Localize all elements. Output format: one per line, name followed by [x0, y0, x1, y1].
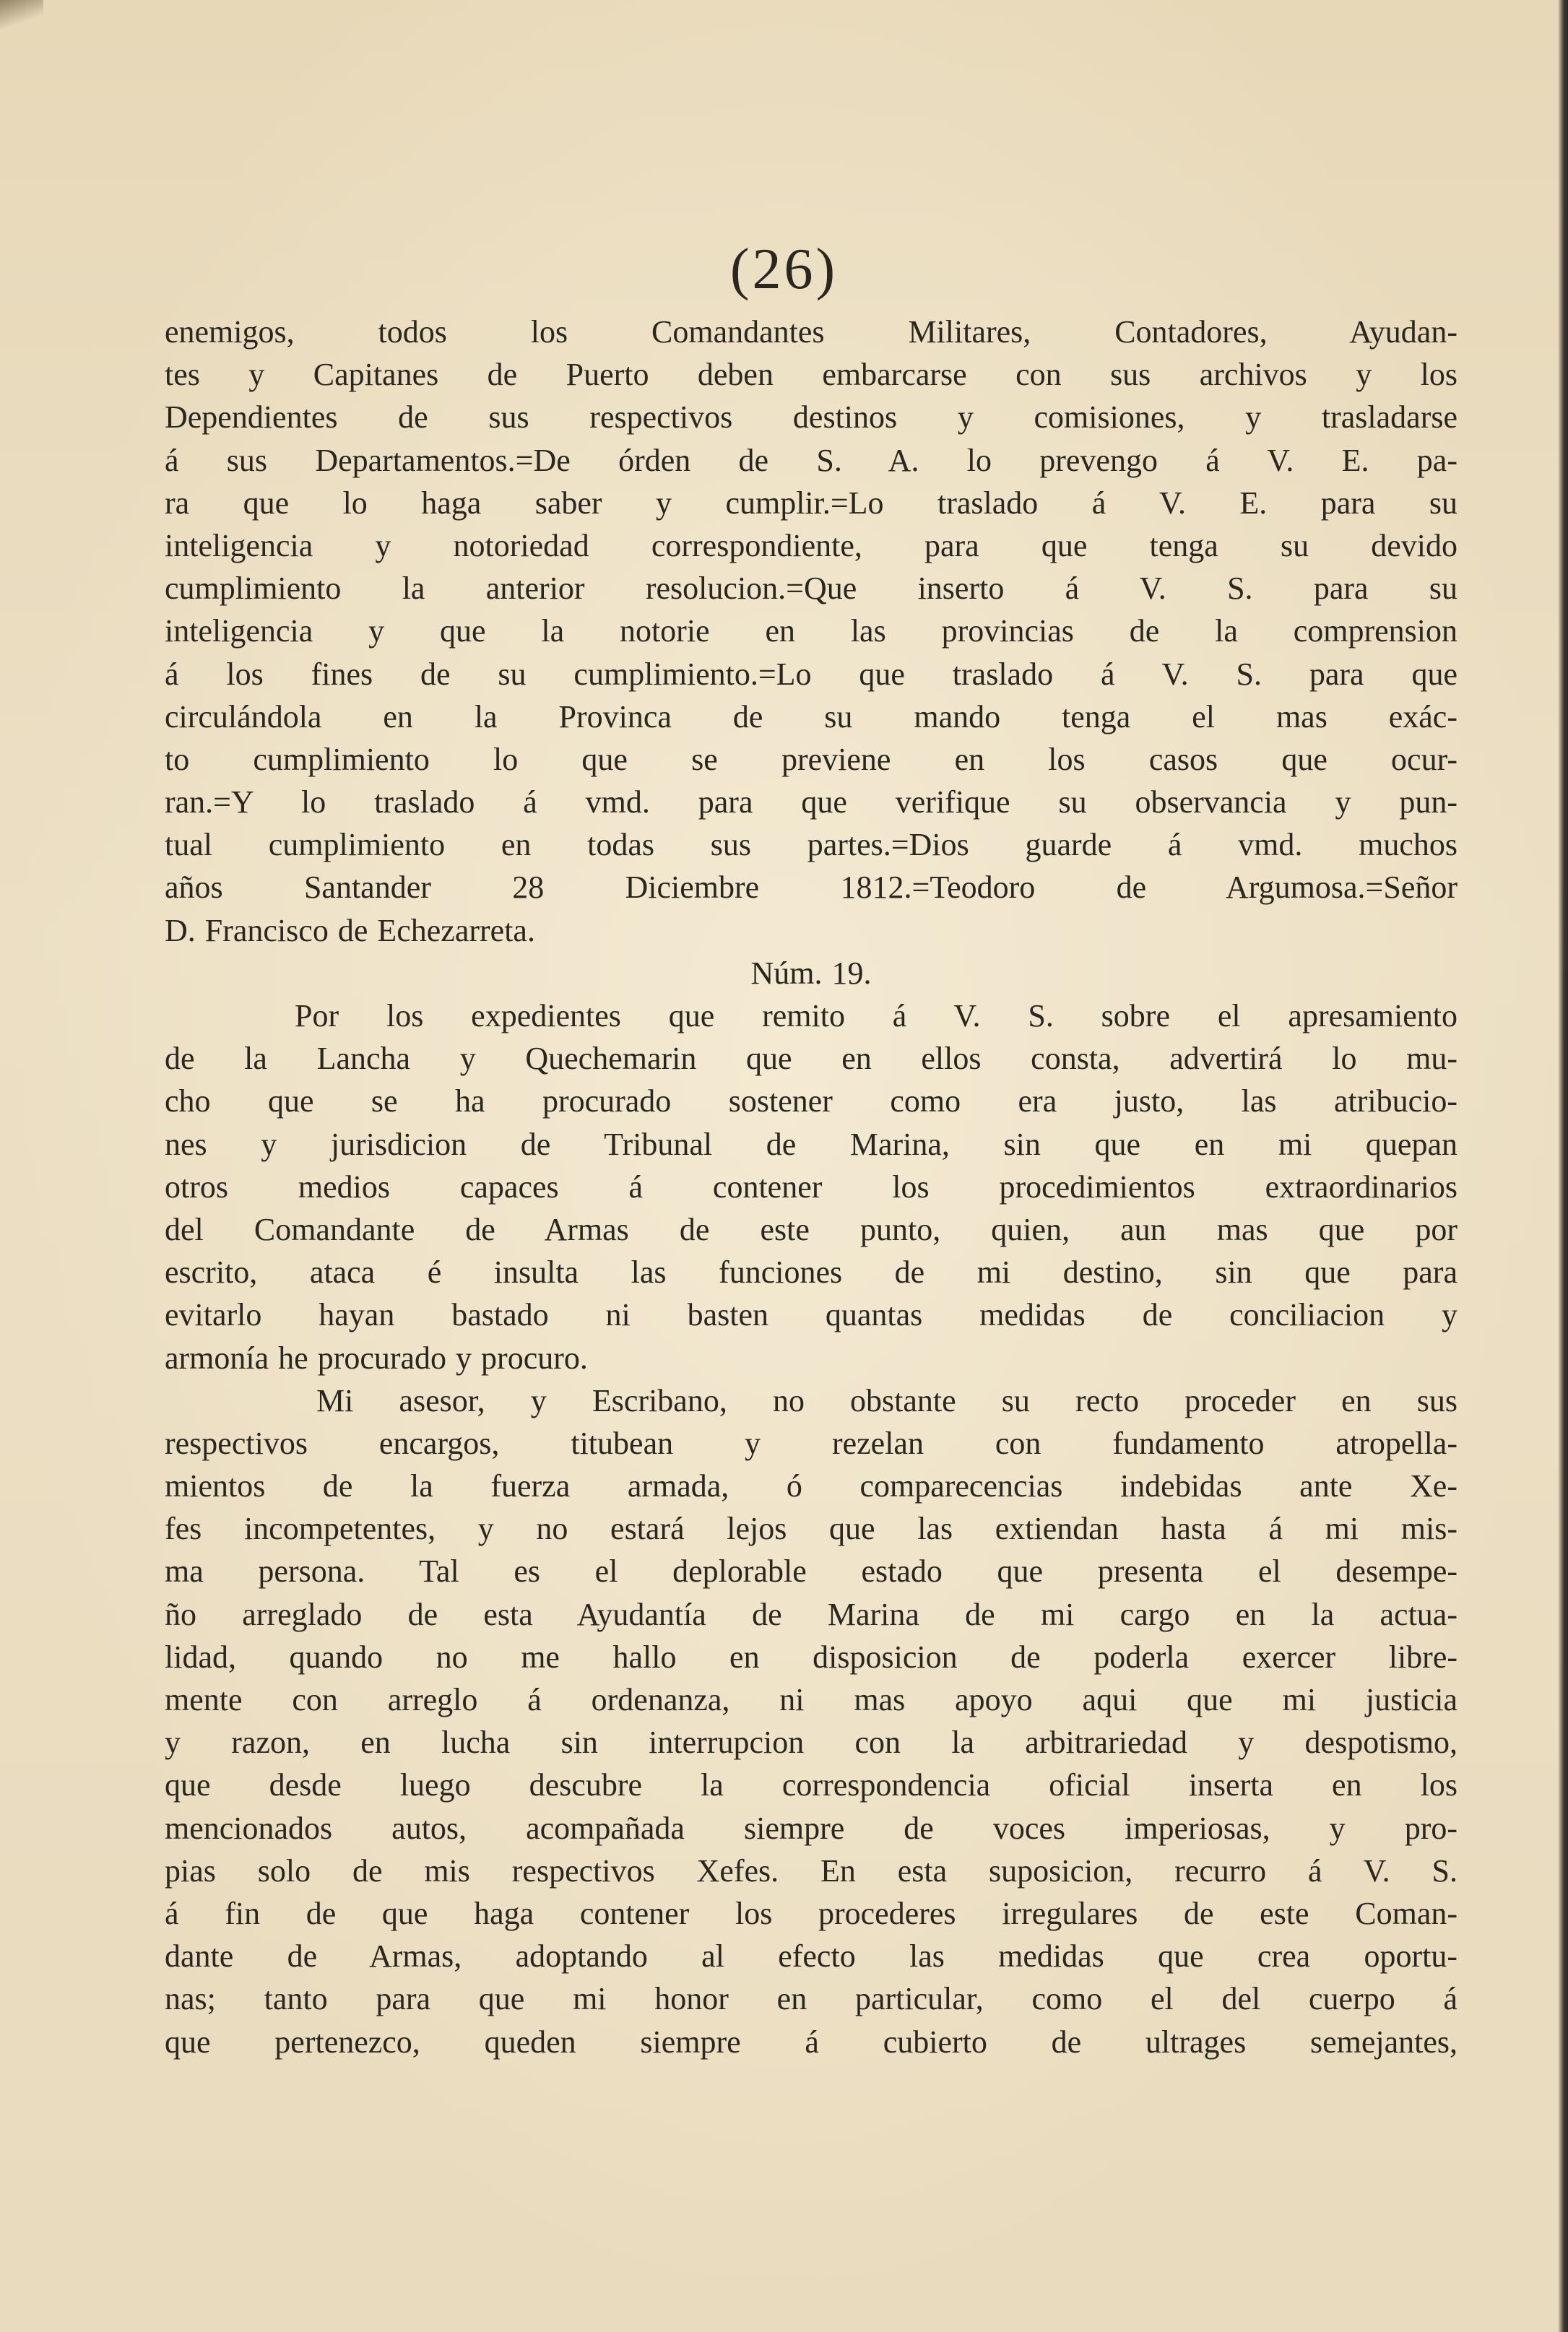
text-line: ño arreglado de esta Ayudantía de Marina de mi cargo en la actua- — [165, 1596, 1457, 1632]
text-line: Por los expedientes que remito á V. S. sobre el apresamiento — [295, 998, 1457, 1033]
text-line: Dependientes de sus respectivos destinos y comisiones, y trasladarse — [165, 399, 1457, 435]
text-line: Mi asesor, y Escribano, no obstante su recto proceder en sus — [316, 1382, 1457, 1418]
page-number: (26) — [729, 238, 839, 301]
text-line: ran.=Y lo traslado á vmd. para que verifique su observancia y pun- — [165, 784, 1457, 820]
text-line: lidad, quando no me hallo en disposicion de poderla exercer libre- — [165, 1639, 1457, 1675]
text-line: tes y Capitanes de Puerto deben embarcarse con sus archivos y los — [165, 357, 1457, 393]
text-line: cumplimiento la anterior resolucion.=Que inserto á V. S. para su — [165, 571, 1457, 607]
text-line: inteligencia y que la notorie en las provincias de la comprension — [165, 613, 1457, 649]
text-line: to cumplimiento lo que se previene en los casos que ocur- — [165, 741, 1457, 777]
text-line: mencionados autos, acompañada siempre de voces imperiosas, y pro- — [165, 1810, 1457, 1846]
text-line: enemigos, todos los Comandantes Militares, Contadores, Ayudan- — [165, 314, 1457, 350]
text-line: dante de Armas, adoptando al efecto las medidas que crea oportu- — [165, 1938, 1457, 1975]
text-line: fes incompetentes, y no estará lejos que las extiendan hasta á mi mis- — [165, 1511, 1457, 1547]
section-heading: Núm. 19. — [750, 955, 872, 991]
text-line: mente con arreglo á ordenanza, ni mas apoyo aqui que mi justicia — [165, 1682, 1457, 1717]
text-line: ma persona. Tal es el deplorable estado que presenta el desempe- — [165, 1553, 1457, 1590]
text-line: mientos de la fuerza armada, ó comparecencias indebidas ante Xe- — [165, 1468, 1457, 1504]
text-line: respectivos encargos, titubean y rezelan con fundamento atropella- — [165, 1425, 1457, 1461]
text-line: circulándola en la Provinca de su mando tenga el mas exác- — [165, 698, 1457, 734]
text-line: tual cumplimiento en todas sus partes.=Dios guarde á vmd. muchos — [165, 827, 1457, 863]
text-line: del Comandante de Armas de este punto, quien, aun mas que por — [165, 1211, 1457, 1247]
page-edge-shadow — [1558, 0, 1568, 2332]
text-line: armonía he procurado y procuro. — [165, 1340, 588, 1376]
text-line: otros medios capaces á contener los procedimientos extraordinarios — [165, 1169, 1457, 1205]
text-line: años Santander 28 Diciembre 1812.=Teodoro de Argumosa.=Señor — [165, 870, 1457, 906]
text-line: que desde luego descubre la correspondencia oficial inserta en los — [165, 1767, 1457, 1803]
text-line: D. Francisco de Echezarreta. — [165, 912, 535, 948]
body-text — [165, 311, 1457, 2063]
text-line: evitarlo hayan bastado ni basten quantas medidas de conciliacion y — [165, 1297, 1457, 1333]
text-line: pias solo de mis respectivos Xefes. En esta suposicion, recurro á V. S. — [165, 1852, 1457, 1889]
corner-stain — [0, 0, 43, 29]
text-line: escrito, ataca é insulta las funciones de mi destino, sin que para — [165, 1254, 1457, 1291]
text-line: á fin de que haga contener los procederes irregulares de este Coman- — [165, 1895, 1457, 1931]
text-line: inteligencia y notoriedad correspondiente, para que tenga su devido — [165, 527, 1457, 563]
text-line: nas; tanto para que mi honor en particular, como el del cuerpo á — [165, 1981, 1457, 2017]
text-line: y razon, en lucha sin interrupcion con la arbitrariedad y despotismo, — [165, 1725, 1457, 1761]
text-line: cho que se ha procurado sostener como era justo, las atribucio- — [165, 1083, 1457, 1119]
text-line: que pertenezco, queden siempre á cubierto de ultrages semejantes, — [165, 2024, 1457, 2060]
text-line: de la Lancha y Quechemarin que en ellos consta, advertirá lo mu- — [165, 1041, 1457, 1077]
text-line: ra que lo haga saber y cumplir.=Lo traslado á V. E. para su — [165, 485, 1457, 521]
text-line: á sus Departamentos.=De órden de S. A. lo prevengo á V. E. pa- — [165, 442, 1457, 478]
text-line: nes y jurisdicion de Tribunal de Marina, sin que en mi quepan — [165, 1126, 1457, 1162]
text-line: á los fines de su cumplimiento.=Lo que traslado á V. S. para que — [165, 656, 1457, 692]
